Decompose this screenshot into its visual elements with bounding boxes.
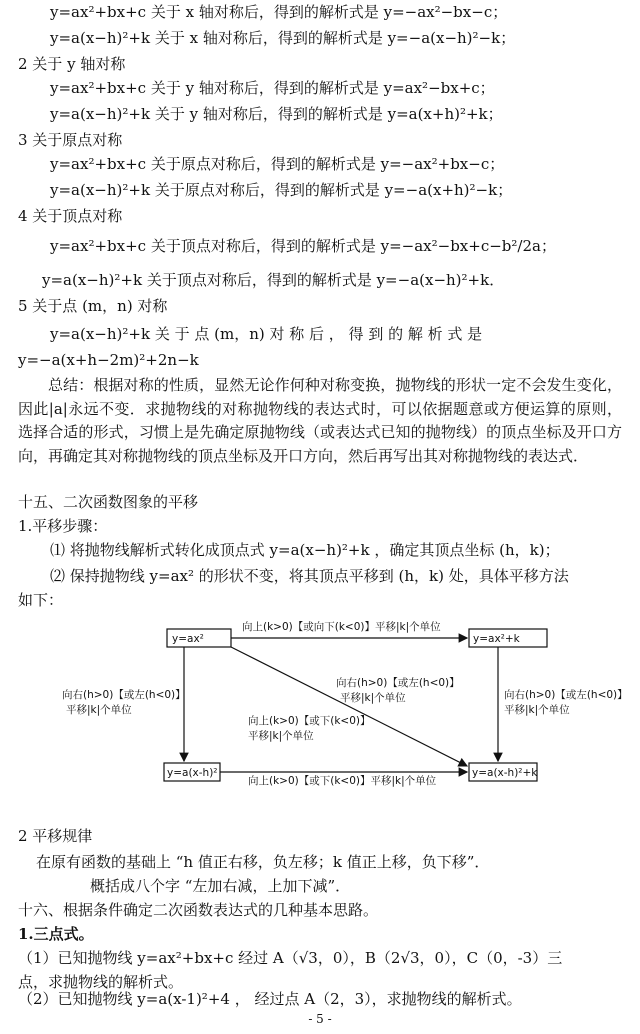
box-bottom-left-label: y=a(x-h)² bbox=[167, 767, 218, 779]
diagonal-lower-label-1: 向上(k>0)【或下(k<0)】 bbox=[248, 715, 371, 727]
page-number: - 5 - bbox=[308, 1012, 332, 1026]
rule-2: 概括成八个字 “左加右减，上加下减”． bbox=[90, 877, 351, 895]
x-axis-line-1: y=ax²+bx+c 关于 x 轴对称后，得到的解析式是 y=−ax²−bx−c； bbox=[50, 3, 508, 21]
origin-line-1: y=ax²+bx+c 关于原点对称后，得到的解析式是 y=−ax²+bx−c； bbox=[50, 155, 505, 173]
point-heading: 5 关于点 (m，n) 对称 bbox=[18, 297, 168, 315]
summary-paragraph: 总结：根据对称的性质，显然无论作何种对称变换，抛物线的形状一定不会发生变化，因此|a|永远不变．求抛物线的对称抛物线的表达式时，可以依据题意或方便运算的原则，选择合适的形式，习惯上是先确定原抛物线（或表达式已知的抛物线）的顶点坐标及开口方向，再确定其对称抛物线的顶点坐标及开口方向，然后再写出其对称抛物线的表达式． bbox=[18, 376, 622, 465]
diagonal-upper-label-1: 向右(h>0)【或左(h<0)】 bbox=[336, 677, 460, 689]
box-top-left-label: y=ax² bbox=[172, 633, 204, 645]
vertex-line-1: y=ax²+bx+c 关于顶点对称后，得到的解析式是 y=−ax²−bx+c−b²/2a； bbox=[50, 237, 556, 255]
vertex-heading: 4 关于顶点对称 bbox=[18, 207, 123, 225]
origin-line-2: y=a(x−h)²+k 关于原点对称后，得到的解析式是 y=−a(x+h)²−k； bbox=[50, 181, 513, 199]
bottom-arrow-label: 向上(k>0)【或下(k<0)】平移|k|个单位 bbox=[248, 775, 437, 787]
question-1-line-b: 点，求抛物线的解析式。 bbox=[18, 973, 184, 991]
left-arrow-label-2: 平移|k|个单位 bbox=[66, 704, 132, 716]
y-axis-heading: 2 关于 y 轴对称 bbox=[18, 55, 126, 73]
box-bottom-right-label: y=a(x-h)²+k bbox=[472, 767, 538, 779]
y-axis-line-1: y=ax²+bx+c 关于 y 轴对称后，得到的解析式是 y=ax²−bx+c； bbox=[50, 79, 495, 97]
three-point-heading: 1.三点式。 bbox=[18, 925, 94, 943]
point-line-1: y=a(x−h)²+k 关 于 点 (m，n) 对 称 后 ， 得 到 的 解 析 式 是 bbox=[50, 325, 483, 343]
y-axis-line-2: y=a(x−h)²+k 关于 y 轴对称后，得到的解析式是 y=a(x+h)²+k； bbox=[50, 105, 503, 123]
section-15-title: 十五、二次函数图象的平移 bbox=[18, 493, 199, 511]
rules-heading: 2 平移规律 bbox=[18, 827, 93, 845]
rule-1: 在原有函数的基础上 “h 值正右移，负左移；k 值正上移，负下移”． bbox=[36, 853, 490, 871]
arrow-diagonal bbox=[231, 647, 467, 766]
step-1: ⑴ 将抛物线解析式转化成顶点式 y=a(x−h)²+k ，确定其顶点坐标 (h，k)； bbox=[50, 541, 560, 559]
top-arrow-label: 向上(k>0)【或向下(k<0)】平移|k|个单位 bbox=[242, 621, 441, 633]
step-2-line-b: 如下： bbox=[18, 591, 64, 609]
section-16-title: 十六、根据条件确定二次函数表达式的几种基本思路。 bbox=[18, 901, 379, 919]
step-2-line-a: ⑵ 保持抛物线 y=ax² 的形状不变，将其顶点平移到 (h，k) 处，具体平移方法 bbox=[50, 567, 569, 585]
translation-diagram bbox=[0, 610, 640, 810]
x-axis-line-2: y=a(x−h)²+k 关于 x 轴对称后，得到的解析式是 y=−a(x−h)²−k； bbox=[50, 29, 516, 47]
question-1-line-a: （1）已知抛物线 y=ax²+bx+c 经过 A（√3，0），B（2√3，0），C（0，-3）三 bbox=[18, 949, 563, 967]
question-2-visible: （2）已知抛物线 y=a(x-1)²+4 ， 经过点 A（2，3），求抛物线的解析式。 bbox=[18, 990, 522, 1008]
point-line-2: y=−a(x+h−2m)²+2n−k bbox=[18, 351, 199, 369]
diagonal-lower-label-2: 平移|k|个单位 bbox=[248, 730, 314, 742]
vertex-line-2: y=a(x−h)²+k 关于顶点对称后，得到的解析式是 y=−a(x−h)²+k． bbox=[42, 271, 505, 289]
left-arrow-label-1: 向右(h>0)【或左(h<0)】 bbox=[62, 689, 186, 701]
right-arrow-label-1: 向右(h>0)【或左(h<0)】 bbox=[504, 689, 628, 701]
box-top-right-label: y=ax²+k bbox=[473, 633, 520, 645]
diagonal-upper-label-2: 平移|k|个单位 bbox=[340, 692, 406, 704]
steps-heading: 1.平移步骤： bbox=[18, 517, 108, 535]
right-arrow-label-2: 平移|k|个单位 bbox=[504, 704, 570, 716]
origin-heading: 3 关于原点对称 bbox=[18, 131, 123, 149]
